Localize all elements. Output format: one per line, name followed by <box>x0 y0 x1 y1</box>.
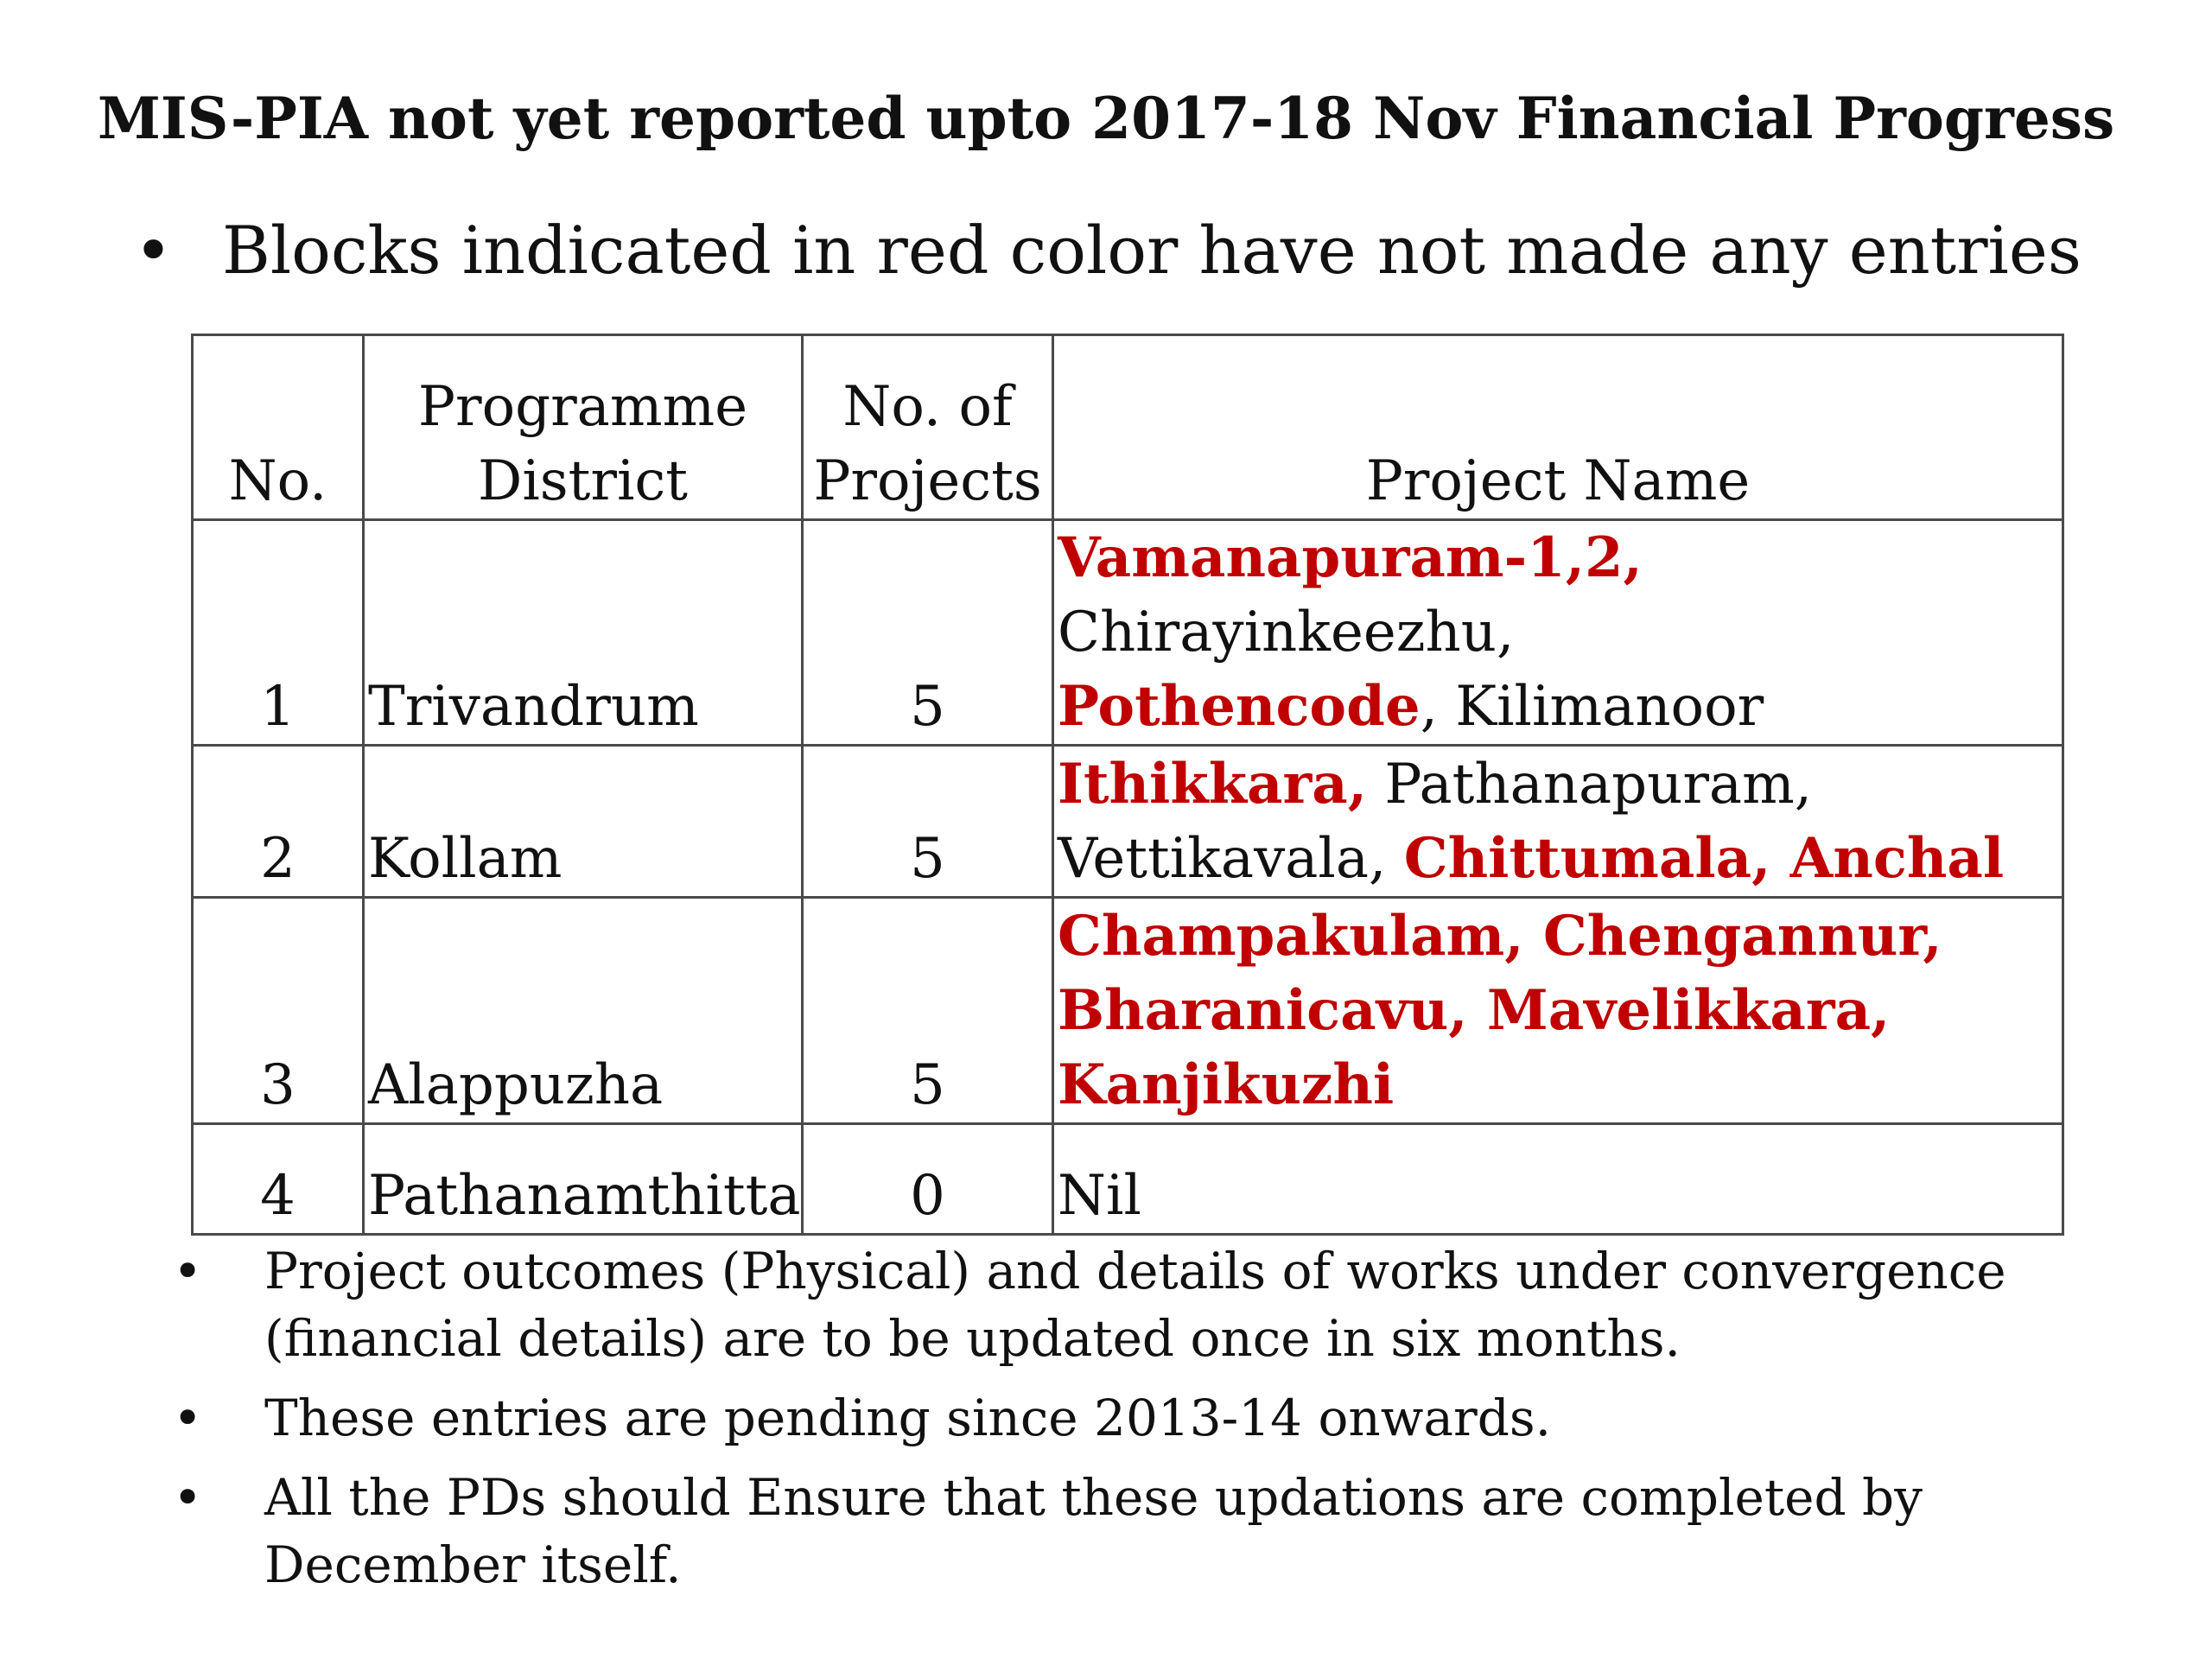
unreported-block: Chittumala, Anchal <box>1403 826 2005 891</box>
cell-district: Alappuzha <box>364 898 803 1124</box>
unreported-block: Vamanapuram-1,2, <box>1058 525 1643 590</box>
note-text: These entries are pending since 2013-14 onwards. <box>264 1389 1552 1447</box>
reported-block: Vettikavala, <box>1058 827 1404 891</box>
cell-projects: 0 <box>803 1124 1053 1235</box>
page-title: MIS-PIA not yet reported upto 2017-18 Nov Financial Progress <box>97 85 2115 152</box>
unreported-block: Kanjikuzhi <box>1058 1052 1395 1117</box>
list-item <box>173 1464 2074 1599</box>
header-district: Programme District <box>364 335 803 520</box>
intro-bullet <box>134 207 2082 294</box>
unreported-block: Champakulam, Chengannur, <box>1058 904 1942 969</box>
status-table <box>191 334 2064 1236</box>
unreported-block: Pothencode <box>1058 674 1421 739</box>
cell-project-name <box>1053 520 2063 746</box>
reported-block: Chirayinkeezhu, <box>1058 601 1515 664</box>
cell-project-name <box>1053 898 2063 1124</box>
list-item <box>173 1384 2074 1452</box>
cell-project-name <box>1053 746 2063 898</box>
cell-projects: 5 <box>803 898 1053 1124</box>
intro-text: Blocks indicated in red color have not made any entries <box>222 212 2082 289</box>
table-row <box>193 898 2063 1124</box>
header-no: No. <box>193 335 364 520</box>
note-text: Project outcomes (Physical) and details of works under convergence (financial details) are to be updated once in six months. <box>264 1242 2006 1368</box>
reported-block: , Kilimanoor <box>1420 675 1764 739</box>
cell-district: Kollam <box>364 746 803 898</box>
table-row <box>193 520 2063 746</box>
bullet-icon: • <box>173 1389 203 1447</box>
table-row <box>193 1124 2063 1235</box>
notes-list <box>173 1237 2074 1611</box>
note-text: All the PDs should Ensure that these updations are completed by December itself. <box>264 1468 1923 1594</box>
bullet-icon: • <box>173 1468 203 1527</box>
cell-projects: 5 <box>803 520 1053 746</box>
header-projects: No. of Projects <box>803 335 1053 520</box>
reported-block: Pathanapuram, <box>1366 753 1813 817</box>
list-item <box>173 1237 2074 1372</box>
cell-district: Pathanamthitta <box>364 1124 803 1235</box>
cell-no: 1 <box>193 520 364 746</box>
unreported-block: Ithikkara, <box>1058 752 1367 817</box>
table-row <box>193 746 2063 898</box>
cell-projects: 5 <box>803 746 1053 898</box>
header-project-name: Project Name <box>1053 335 2063 520</box>
cell-project-name: Nil <box>1053 1124 2063 1235</box>
table-header-row <box>193 335 2063 520</box>
cell-district: Trivandrum <box>364 520 803 746</box>
unreported-block: Bharanicavu, Mavelikkara, <box>1058 978 1891 1043</box>
bullet-icon: • <box>173 1242 203 1300</box>
bullet-icon: • <box>134 212 173 289</box>
cell-no: 3 <box>193 898 364 1124</box>
cell-no: 2 <box>193 746 364 898</box>
status-table-wrapper <box>191 334 2064 1236</box>
cell-no: 4 <box>193 1124 364 1235</box>
